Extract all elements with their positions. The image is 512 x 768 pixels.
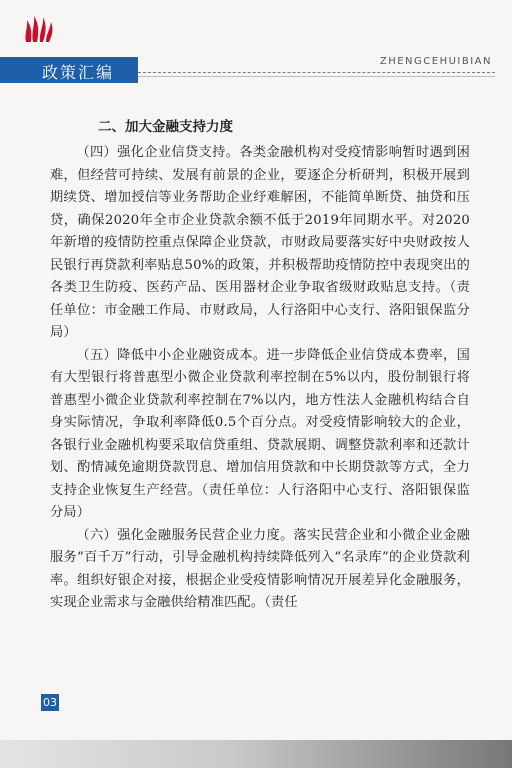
- section-tab: [0, 57, 138, 83]
- flame-logo-icon: [22, 14, 56, 44]
- header-divider: [138, 72, 495, 73]
- paragraph-4: （四）强化企业信贷支持。各类金融机构对受疫情影响暂时遇到困难，但经营可持续、发展有前景的企业，要逐企分析研判，积极开展到期续贷、增加授信等业务帮助企业纾难解困，不能简单断贷、抽贷和压贷，确保2020年全市企业贷款余额不低于2019年同期水平。对2020年新增的疫情防控重点保障企业贷款，市财政局要落实好中央财政按人民银行再贷款利率贴息50%的政策，并积极帮助疫情防控中表现突出的各类卫生防疫、医药产品、医用器材企业争取省级财政贴息支持。（责任单位：市金融工作局、市财政局，人行洛阳中心支行、洛阳银保监分局）: [50, 145, 470, 340]
- paragraph-5: （五）降低中小企业融资成本。进一步降低企业信贷成本费率，国有大型银行将普惠型小微企业贷款利率控制在5%以内，股份制银行将普惠型小微企业贷款利率控制在7%以内，地方性法人金融机构结合自身实际情况，争取利率降低0.5个百分点。对受疫情影响较大的企业，各银行业金融机构要采取信贷重组、贷款展期、调整贷款利率和还款计划、酌情减免逾期贷款罚息、增加信用贷款和中长期贷款等方式，全力支持企业恢复生产经营。（责任单位：人行洛阳中心支行、洛阳银保监分局）: [50, 347, 470, 520]
- footer-band: [0, 740, 512, 768]
- page-number: 03: [43, 696, 57, 709]
- section-heading: 二、加大金融支持力度: [98, 119, 233, 135]
- section-tab-label: 政策汇编: [42, 63, 115, 82]
- paragraph-6: （六）强化金融服务民营企业力度。落实民营企业和小微企业金融服务“百千万”行动，引导金融机构持续降低列入“名录库”的企业贷款利率。组织好银企对接，根据企业受疫情影响情况开展差异化金融服务，实现企业需求与金融供给精准匹配。（责任: [50, 527, 470, 610]
- document-body: [50, 116, 470, 615]
- header-divider-solid: [138, 76, 495, 77]
- header-english-title: ZHENGCEHUIBIAN: [379, 56, 492, 67]
